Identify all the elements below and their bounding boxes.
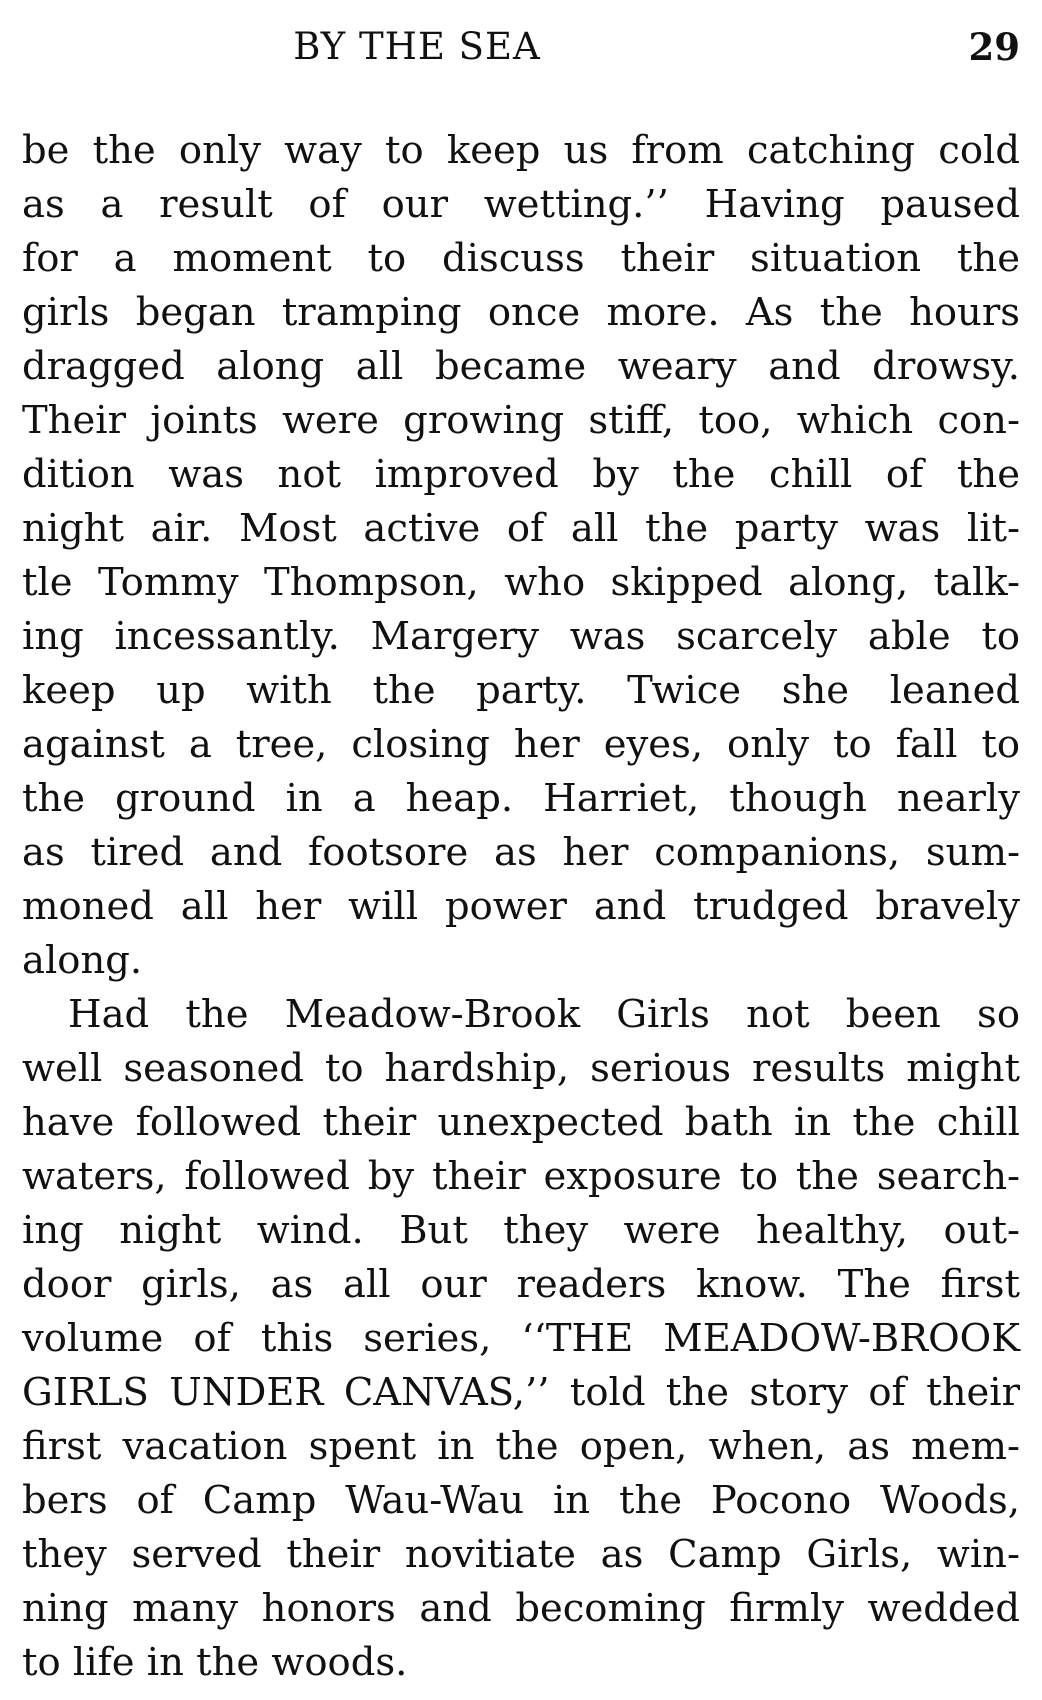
running-head: [22, 22, 1020, 72]
text-line: dragged along all became weary and drowsy.: [22, 344, 1020, 389]
book-page: [22, 0, 1020, 1700]
page-number: 29: [968, 25, 1020, 69]
text-line: Had the Meadow-Brook Girls not been so: [68, 992, 1020, 1037]
running-title: BY THE SEA: [293, 25, 541, 68]
text-line: along.: [22, 938, 143, 983]
text-line: the ground in a heap. Harriet, though nearly: [22, 776, 1020, 821]
text-line: against a tree, closing her eyes, only to fall to: [22, 722, 1020, 767]
text-line: tle Tommy Thompson, who skipped along, talk-: [22, 560, 1020, 605]
text-line: well seasoned to hardship, serious results might: [22, 1046, 1020, 1091]
text-line: GIRLS UNDER CANVAS,’’ told the story of their: [22, 1370, 1020, 1415]
text-line: as tired and footsore as her companions, sum-: [22, 830, 1020, 875]
text-line: Their joints were growing stiff, too, which con-: [22, 398, 1020, 443]
text-line: ing incessantly. Margery was scarcely able to: [22, 614, 1020, 659]
text-line: waters, followed by their exposure to the search-: [22, 1154, 1020, 1199]
text-line: bers of Camp Wau-Wau in the Pocono Woods,: [22, 1478, 1020, 1523]
text-line: moned all her will power and trudged bravely: [22, 884, 1020, 929]
text-line: they served their novitiate as Camp Girls, win-: [22, 1532, 1020, 1577]
text-line: door girls, as all our readers know. The first: [22, 1262, 1020, 1307]
text-line: as a result of our wetting.’’ Having paused: [22, 182, 1020, 227]
text-line: have followed their unexpected bath in the chill: [22, 1100, 1020, 1145]
paragraph-2: [22, 988, 1020, 1690]
text-line: dition was not improved by the chill of the: [22, 452, 1020, 497]
text-line: girls began tramping once more. As the hours: [22, 290, 1020, 335]
text-line: ning many honors and becoming firmly wedded: [22, 1586, 1020, 1631]
text-line: ing night wind. But they were healthy, out-: [22, 1208, 1020, 1253]
text-line: to life in the woods.: [22, 1640, 408, 1685]
text-line: for a moment to discuss their situation the: [22, 236, 1020, 281]
paragraph-1: [22, 124, 1020, 988]
text-line: first vacation spent in the open, when, as mem-: [22, 1424, 1020, 1469]
text-line: be the only way to keep us from catching cold: [22, 128, 1020, 173]
text-line: keep up with the party. Twice she leaned: [22, 668, 1020, 713]
text-line: night air. Most active of all the party was lit-: [22, 506, 1020, 551]
text-line: volume of this series, ‘‘THE MEADOW-BROOK: [22, 1316, 1020, 1361]
body-text: [22, 124, 1020, 1690]
